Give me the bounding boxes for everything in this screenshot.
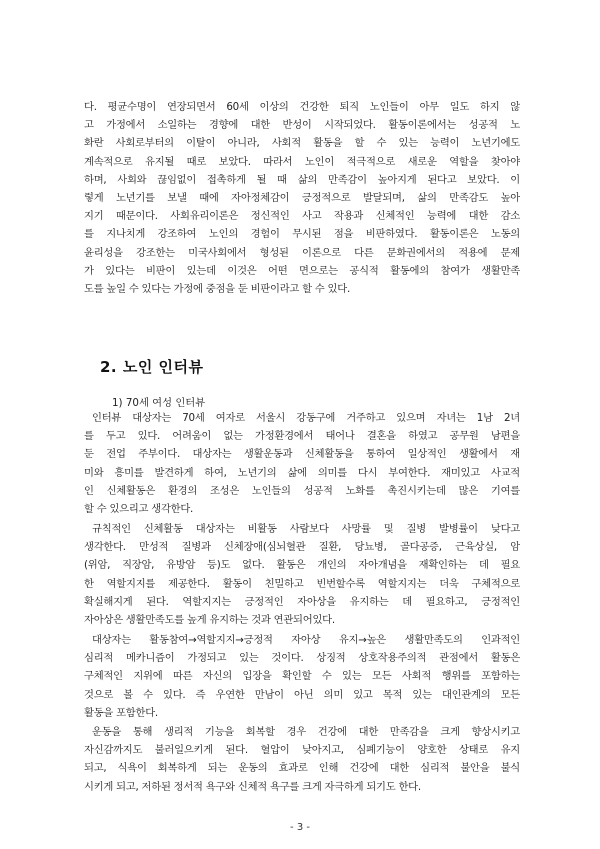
text-line: 인터뷰 대상자는 70세 여자로 서울시 강동구에 거주하고 있으며 자녀는 1남 2녀 xyxy=(92,412,520,424)
text-line: 구체적인 지위에 따른 자신의 입장을 확인할 수 있는 모든 사회적 행위를 포함하는 xyxy=(84,670,520,683)
text-line: 규칙적인 신체활동 대상자는 비활동 사람보다 사망률 및 질병 발병률이 낮다고 xyxy=(92,523,520,535)
text-line: 한 역할지지를 제공한다. 활동이 친밀하고 빈번할수록 역할지지는 더욱 구체적으로 xyxy=(84,577,520,590)
paragraph-causal-mechanism xyxy=(84,631,520,722)
text-line: 계속적으로 유지될 때로 보았다. 따라서 노인이 적극적으로 새로운 역할을 찾아야 xyxy=(84,155,520,168)
text-line: 것으로 볼 수 있다. 즉 우연한 만남이 아닌 의미 있고 목적 있는 대인관계의 모든 xyxy=(84,688,520,701)
text-line: 자아상은 생활만족도를 높게 유지하는 것과 연관되어있다. xyxy=(84,613,335,626)
paragraph-exercise-effects xyxy=(84,723,520,796)
text-line: 를 지나치게 강조하여 노인의 경험이 무시된 점을 비판하였다. 활동이론은 노동의 xyxy=(84,228,520,241)
text-line: 시키게 되고, 저하된 정서적 욕구와 신체적 욕구를 크게 자극하게 되기도 한다. xyxy=(84,780,421,793)
text-line: 되고, 식욕이 회복하게 되는 운동의 효과로 인해 건강에 대한 심리적 불안을 불식 xyxy=(84,762,520,775)
text-line: 활동을 포함한다. xyxy=(84,706,158,719)
text-line: 하며, 사회와 끊임없이 접촉하게 될 때 삶의 만족감이 높아지게 된다고 보았다. 이 xyxy=(84,173,520,186)
page-number: - 3 - xyxy=(290,822,310,833)
text-line: 인 신체활동은 환경의 조성은 노인들의 성공적 노화를 촉진시키는데 많은 기여를 xyxy=(84,484,520,497)
text-line: 미와 흥미를 발견하게 하여, 노년기의 삶에 의미를 다시 부여한다. 재미있고 사교적 xyxy=(84,466,520,479)
text-line: 심리적 메카니즘이 가정되고 있는 것이다. 상징적 상호작용주의적 관점에서 활동은 xyxy=(84,652,520,665)
text-line: 운동을 통해 생리적 기능을 회복할 경우 건강에 대한 만족감을 크게 향상시키고 xyxy=(92,726,520,738)
text-line: 고 가정에서 소일하는 경향에 대한 반성이 시작되었다. 활동이론에서는 성공적 노 xyxy=(84,119,520,132)
text-line: 자신감까지도 불러일으키게 된다. 혈압이 낮아지고, 심폐기능이 양호한 상태로 유지 xyxy=(84,744,520,757)
text-line: 지기 때문이다. 사회유리이론은 정신적인 사고 작용과 신체적인 능력에 대한 감소 xyxy=(84,210,520,223)
text-line: (위암, 직장암, 유방암 등)도 없다. 활동은 개인의 자아개념을 재확인하는 데 필요 xyxy=(84,559,520,572)
text-line: 다. 평균수명이 연장되면서 60세 이상의 건강한 퇴직 노인들이 아무 일도 하지 않 xyxy=(84,101,520,113)
text-line: 생각한다. 만성적 질병과 신체장애(심뇌혈관 질환, 당뇨병, 골다공증, 근육상실, 암 xyxy=(84,541,520,554)
text-line: 대상자는 활동참여→역할지지→긍정적 자아상 유지→높은 생활만족도의 인과적인 xyxy=(92,634,520,646)
subsection-heading: 1) 70세 여성 인터뷰 xyxy=(112,397,206,409)
text-line: 를 두고 있다. 어려움이 없는 가정환경에서 태어나 결혼을 하였고 공무원 남편을 xyxy=(84,430,520,443)
text-line: 할 수 있으리고 생각한다. xyxy=(84,502,194,515)
text-line: 렇게 노년기를 보낼 때에 자아정체감이 긍정적으로 발달되며, 삶의 만족감도 높아 xyxy=(84,191,520,204)
paragraph-physical-activity xyxy=(84,520,520,629)
text-line: 도를 높일 수 있다는 가정에 중점을 둔 비판이라고 할 수 있다. xyxy=(84,282,350,295)
text-line: 윤리성을 강조한는 미국사회에서 형성된 이론으로 다른 문화권에서의 적용에 문제 xyxy=(84,246,520,259)
text-line: 둔 전업 주부이다. 대상자는 생활운동과 신체활동을 통하여 일상적인 생활에서 재 xyxy=(84,448,520,461)
text-line: 확실해지게 된다. 역할지지는 긍정적인 자아상을 유지하는 데 필요하고, 긍정적인 xyxy=(84,595,520,608)
section-heading: 2. 노인 인터뷰 xyxy=(100,358,204,376)
text-line: 화란 사회로부터의 이탈이 아니라, 사회적 활동을 할 수 있는 능력이 노년기에도 xyxy=(84,137,520,150)
paragraph-interview-subject xyxy=(84,409,520,518)
paragraph-activity-theory xyxy=(84,98,520,298)
text-line: 가 있다는 비판이 있는데 이것은 어떤 면으로는 공식적 활동에의 참여가 생활만족 xyxy=(84,264,520,277)
